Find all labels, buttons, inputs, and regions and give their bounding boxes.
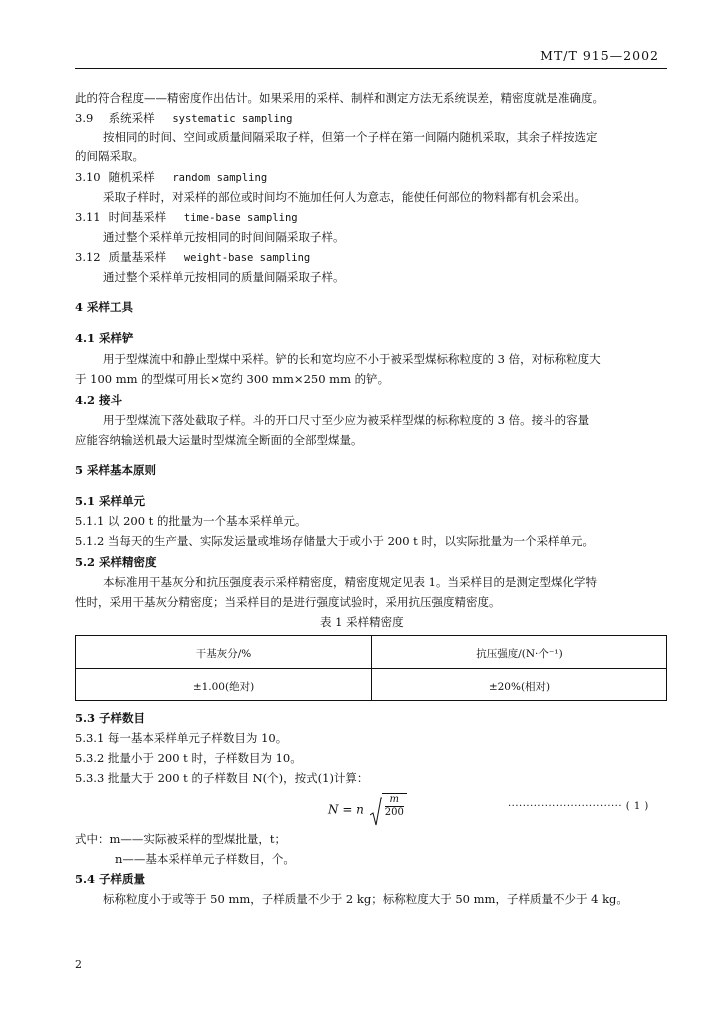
section-5-1-heading: 5.1 采样单元 xyxy=(75,494,146,508)
para-line: 5.3.3 批量大于 200 t 的子样数目 N(个)，按式(1)计算： xyxy=(75,771,369,785)
para-line: 5.1.2 当每天的生产量、实际发运量或堆场存储量大于或小于 200 t 时，以实际批量为一个采样单元。 xyxy=(75,534,594,548)
para-line: 此的符合程度——精密度作出估计。如果采用的采样、制样和测定方法无系统误差，精密度就是准确度。 xyxy=(75,91,604,105)
sqrt-sign xyxy=(370,793,407,827)
formula-leader xyxy=(508,801,649,812)
fraction-numerator: m xyxy=(385,794,404,807)
section-3-12-heading xyxy=(75,250,310,265)
section-number: 3.9 xyxy=(75,111,94,125)
formula-1 xyxy=(328,793,407,827)
para-line: 通过整个采样单元按相同的时间间隔采取子样。 xyxy=(103,230,345,244)
formula-label: ( 1 ) xyxy=(625,801,649,812)
section-3-11-heading xyxy=(75,210,298,225)
table-caption: 表 1 采样精密度 xyxy=(320,615,404,629)
section-title: 系统采样 xyxy=(108,111,155,125)
formula-lhs: N = n xyxy=(328,802,364,817)
para-line: 性时，采用干基灰分精密度；当采样目的是进行强度试验时，采用抗压强度精密度。 xyxy=(75,595,501,609)
section-title: 随机采样 xyxy=(108,170,155,184)
table-header-cell: 抗压强度/(N·个⁻¹) xyxy=(476,648,563,660)
page-number: 2 xyxy=(75,958,82,971)
table-header-cell: 干基灰分/% xyxy=(195,648,252,660)
section-title-en: random sampling xyxy=(172,172,268,184)
para-line: 用于型煤流下落处截取子样。斗的开口尺寸至少应为被采样型煤的标称粒度的 3 倍。接斗的容量 xyxy=(103,413,590,427)
where-line: n——基本采样单元子样数目，个。 xyxy=(115,852,295,866)
para-line: 用于型煤流中和静止型煤中采样。铲的长和宽均应不小于被采型煤标称粒度的 3 倍，对标称粒度大 xyxy=(103,352,601,366)
fraction xyxy=(382,793,407,819)
document-code: MT/T 915—2002 xyxy=(540,48,659,63)
table-cell: ±1.00(绝对) xyxy=(192,681,255,693)
section-5-heading: 5 采样基本原则 xyxy=(75,463,157,477)
section-5-3-heading: 5.3 子样数目 xyxy=(75,711,146,725)
radical-icon xyxy=(370,797,382,827)
para-line: 标称粒度小于或等于 50 mm，子样质量不少于 2 kg；标称粒度大于 50 mm，子样质量不少于 4 kg。 xyxy=(103,892,628,906)
section-5-2-heading: 5.2 采样精密度 xyxy=(75,555,157,569)
para-line: 通过整个采样单元按相同的质量间隔采取子样。 xyxy=(103,270,345,284)
section-4-2-heading: 4.2 接斗 xyxy=(75,393,123,407)
fraction-denominator: 200 xyxy=(384,807,404,818)
para-line: 采取子样时，对采样的部位或时间均不施加任何人为意志，能使任何部位的物料都有机会采出。 xyxy=(103,190,586,204)
para-line: 5.1.1 以 200 t 的批量为一个基本采样单元。 xyxy=(75,514,307,528)
para-line: 于 100 mm 的型煤可用长×宽约 300 mm×250 mm 的铲。 xyxy=(75,372,390,386)
section-5-4-heading: 5.4 子样质量 xyxy=(75,872,146,886)
para-line: 5.3.2 批量小于 200 t 时，子样数目为 10。 xyxy=(75,751,302,765)
table-divider xyxy=(76,668,666,669)
section-3-10-heading xyxy=(75,170,267,185)
section-number: 3.12 xyxy=(75,250,101,264)
section-4-1-heading: 4.1 采样铲 xyxy=(75,331,134,345)
para-line: 按相同的时间、空间或质量间隔采取子样，但第一个子样在第一间隔内随机采取，其余子样按选定 xyxy=(103,130,598,144)
leader-dots: ······························· xyxy=(508,801,623,812)
section-title: 时间基采样 xyxy=(108,210,167,224)
section-title: 质量基采样 xyxy=(108,250,167,264)
section-title-en: weight-base sampling xyxy=(183,252,311,264)
section-4-heading: 4 采样工具 xyxy=(75,300,134,314)
para-line: 5.3.1 每一基本采样单元子样数目为 10。 xyxy=(75,731,288,745)
para-line: 本标准用干基灰分和抗压强度表示采样精密度，精密度规定见表 1。当采样目的是测定型煤化学特 xyxy=(103,575,597,589)
header-rule xyxy=(75,68,667,69)
section-number: 3.11 xyxy=(75,210,101,224)
section-number: 3.10 xyxy=(75,170,101,184)
para-line: 应能容纳输送机最大运量时型煤流全断面的全部型煤量。 xyxy=(75,433,363,447)
section-title-en: time-base sampling xyxy=(183,212,298,224)
where-line: 式中：m——实际被采样的型煤批量，t； xyxy=(75,832,287,846)
section-title-en: systematic sampling xyxy=(172,113,293,125)
precision-table xyxy=(75,635,667,701)
para-line: 的间隔采取。 xyxy=(75,149,144,163)
section-3-9-heading xyxy=(75,111,292,126)
table-cell: ±20%(相对) xyxy=(488,681,551,693)
